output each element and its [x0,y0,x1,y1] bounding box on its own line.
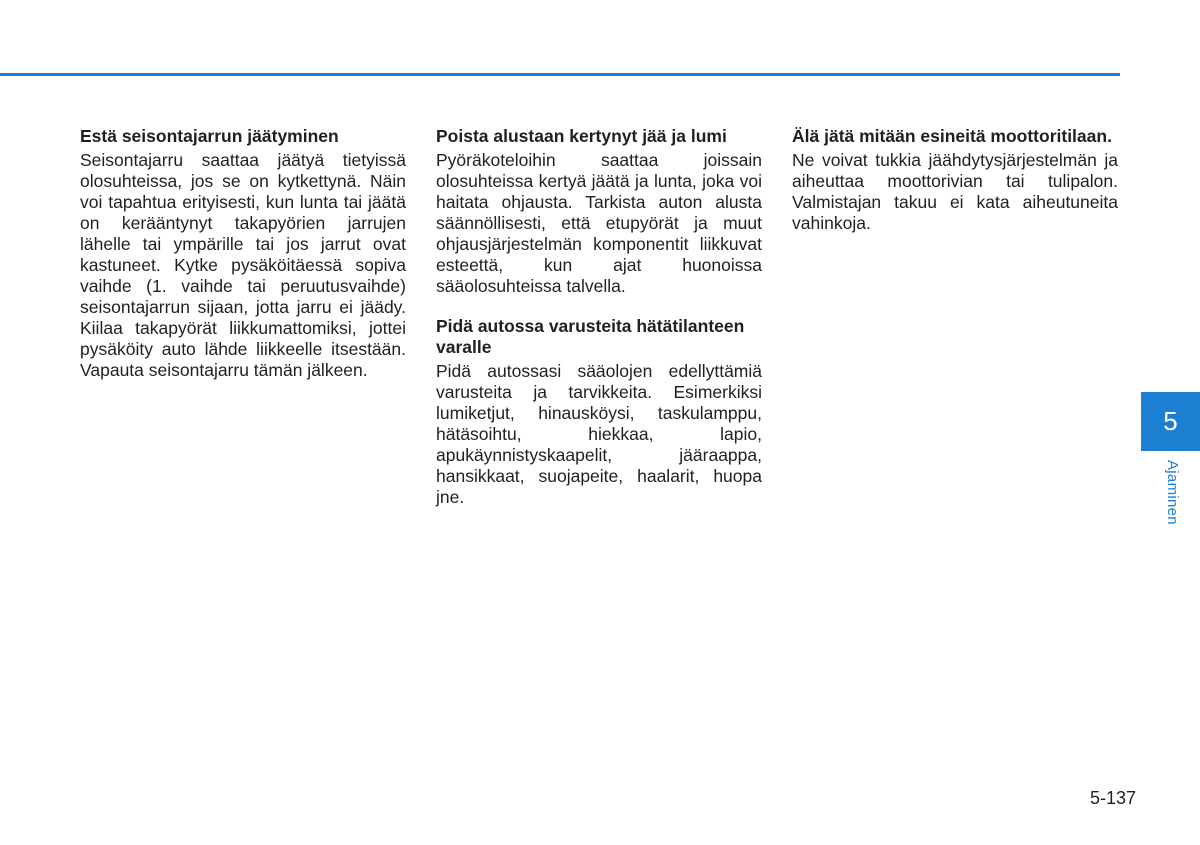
section-heading: Poista alustaan kertynyt jää ja lumi [436,126,727,146]
section-body: Pidä autossasi sääolojen edellyttämiä varusteita ja tarvikkeita. Esimerkiksi lumiketjut, hinausköysi, taskulamppu, hätäsoihtu, hiekkaa, lapio, apukäynnistyskaapelit, jääraappa, hansikkaat, suojapeite, haalarit, huopa jne. [436,361,762,507]
section-heading: Pidä autossa varusteita hätätilanteen varalle [436,316,745,357]
section-remove-ice [436,126,762,297]
section-heading: Älä jätä mitään esineitä moottoritilaan. [792,126,1112,146]
section-heading: Estä seisontajarrun jäätyminen [80,126,339,146]
column-right [792,126,1118,234]
section-body: Ne voivat tukkia jäähdytysjärjestelmän ja aiheuttaa moottorivian tai tulipalon. Valmistajan takuu ei kata aiheutuneita vahinkoja. [792,150,1118,233]
section-emergency-equipment [436,316,762,508]
column-middle [436,126,762,508]
chapter-number-tab: 5 [1141,392,1200,451]
section-body: Seisontajarru saattaa jäätyä tietyissä olosuhteissa, jos se on kytkettynä. Näin voi tapahtua erityisesti, kun lunta tai jäätä on kerääntynyt takapyörien jarrujen lähelle tai ympärille tai jos jarrut ovat kastuneet. Kytke pysäköitäessä sopiva vaihde (1. vaihde tai peruutusvaihde) seisontajarrun sijaan, jotta jarru ei jäädy. Kiilaa takapyörät liikkumattomiksi, jottei pysäköity auto lähde liikkeelle itsestään. Vapauta seisontajarru tämän jälkeen. [80,150,406,380]
column-left [80,126,406,381]
chapter-label: Ajaminen [1164,460,1181,525]
section-body: Pyöräkoteloihin saattaa joissain olosuhteissa kertyä jäätä ja lunta, joka voi haitata ohjausta. Tarkista auton alusta säännöllisesti, että etupyörät ja muut ohjausjärjestelmän komponentit liikkuvat esteettä, kun ajat huonoissa sääolosuhteissa talvella. [436,150,762,296]
header-rule [0,73,1120,76]
page-number: 5-137 [1090,788,1137,808]
section-parking-brake [80,126,406,381]
section-engine-compartment [792,126,1118,234]
